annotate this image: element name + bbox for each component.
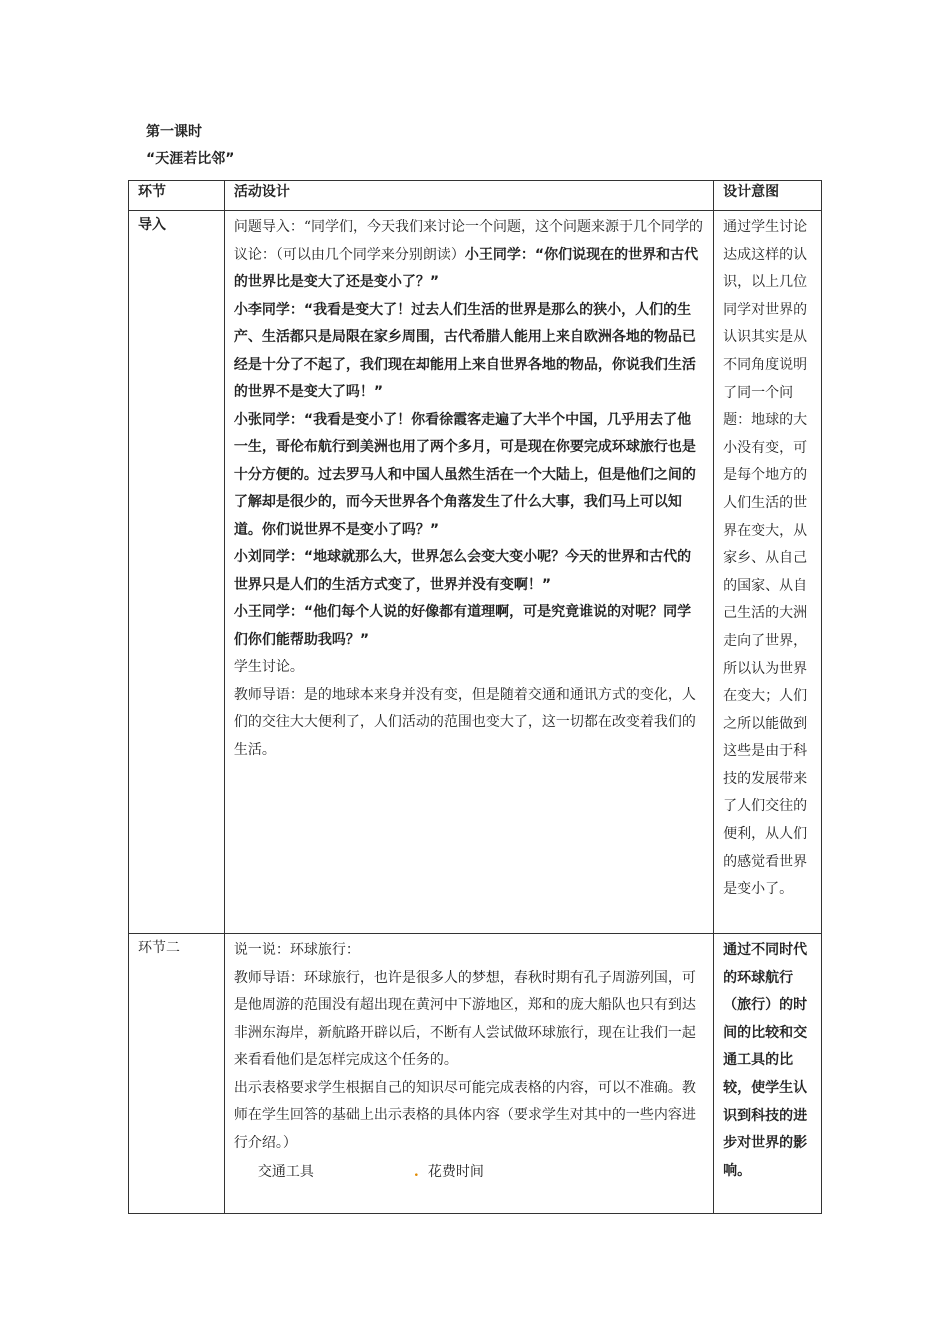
stage-label: 环节二 [138,940,180,956]
dialogue-zhang: 小张同学：“我看是变小了！你看徐霞客走遍了大半个中国，几乎用去了他一生，哥伦布航行到美洲也用了两个多月，可是现在你要完成环球旅行也是十分方便的。过去罗马人和中国人虽然生活在一个大陆上，但是他们之间的了解却是很少的，而今天世界各个角落发生了什么大事，我们马上可以知道。你们说世界不是变小了吗？” [233,411,696,538]
student-discussion: 学生讨论。 [233,659,304,675]
teacher-guide: 教师导语：是的地球本来身并没有变，但是随着交通和通讯方式的变化，人们的交往大大便利了，人们活动的范围也变大了，这一切都在改变着我们的生活。 [233,686,696,758]
column-transport-tool: 交通工具 [257,1164,314,1180]
lesson-plan-table [128,180,822,1214]
say-text: 说一说：环球旅行： [233,942,360,958]
design-intent: 通过学生讨论达成这样的认识，以上几位同学对世界的认识其实是从不同角度说明了同一个问题：地球的大小没有变，可是每个地方的人们生活的世界在变大，从家乡、从自己的国家、从自己生活的大洲走向了世界，所以认为世界在变大；人们之所以能做到这些是由于科技的发展带来了人们交往的便利，从人们的感觉看世界是变小了。 [723,219,808,898]
lesson-period: 第一课时 [146,124,202,140]
table-row [129,934,822,1214]
header-activity: 活动设计 [224,181,713,211]
header-stage: 环节 [129,181,225,211]
stage-cell [129,934,225,1214]
teacher-guide: 教师导语：环球旅行，也许是很多人的梦想，春秋时期有孔子周游列国，可是他周游的范围没有超出现在黄河中下游地区，郑和的庞大船队也只有到达非洲东海岸，新航路开辟以后，不断有人尝试做环球旅行，现在让我们一起来看看他们是怎样完成这个任务的。 [233,969,696,1068]
stage-cell [129,211,225,934]
dialogue-wang-1: 小王同学：“你们说现在的世界和古代的世界比是变大了还是变小了？” [233,246,699,290]
header-intent: 设计意图 [714,181,822,211]
design-intent: 通过不同时代的环球航行（旅行）的时间的比较和交通工具的比较，使学生认识到科技的进步对世界的影响。 [723,942,808,1179]
dialogue-liu: 小刘同学：“地球就那么大，世界怎么会变大变小呢？今天的世界和古代的世界只是人们的生活方式变了，世界并没有变啊！” [233,549,692,593]
dialogue-wang-2: 小王同学：“他们每个人说的好像都有道理啊，可是究竟谁说的对呢？同学们你们能帮助我吗？” [233,604,692,648]
inner-table-header [234,1159,704,1187]
stage-label: 导入 [138,217,166,233]
intro-text: 问题导入：“同学们，今天我们来讨论一个问题，这个问题来源于几个同学的议论：（可以由几个同学来分别朗读） [233,219,704,263]
lesson-title: “天涯若比邻” [146,151,235,167]
dialogue-li: 小李同学：“我看是变大了！过去人们生活的世界是那么的狭小，人们的生产、生活都只是局限在家乡周围，古代希腊人能用上来自欧洲各地的物品已经是十分了不起了，我们现在却能用上来自世界各地的物品，你说我们生活的世界不是变大了吗！” [233,301,696,400]
activity-cell [224,934,713,1214]
table-header-row [129,181,822,211]
intent-cell [714,211,822,934]
activity-cell [224,211,713,934]
intent-cell [714,934,822,1214]
column-time-spent: 花费时间 [427,1164,484,1180]
table-instruction: 出示表格要求学生根据自己的知识尽可能完成表格的内容，可以不准确。教师在学生回答的基础上出示表格的具体内容（要求学生对其中的一些内容进行介绍。） [233,1079,696,1151]
marker-dot: . [413,1164,419,1180]
table-row [129,211,822,934]
